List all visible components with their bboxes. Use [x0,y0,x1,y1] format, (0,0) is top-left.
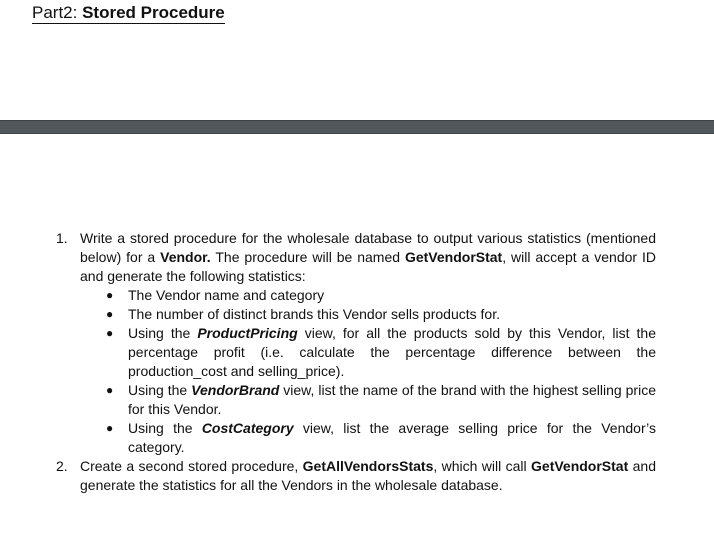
procedure-name: GetVendorStat [404,249,503,265]
bullet-icon: ● [106,421,114,435]
bullet-icon: ● [106,288,114,302]
statistic-text: Using the [128,420,202,436]
statistic-text: The Vendor name and category [128,287,325,303]
procedure-name: GetAllVendorsStats [302,458,434,474]
statistic-item [80,324,656,381]
view-name: ProductPricing [197,325,298,341]
task-list [56,229,656,495]
section-heading [32,3,225,24]
statistic-text: The number of distinct brands this Vendor sells products for. [128,306,500,322]
heading-prefix: Part2: [32,3,83,22]
page-divider [0,120,714,134]
statistic-text: Using the [128,382,192,398]
assignment-content [56,229,656,495]
procedure-name: GetVendorStat [531,458,629,474]
statistic-text: Using the [128,325,198,341]
view-name: VendorBrand [191,382,280,398]
task-text: , which will call [433,458,532,474]
statistic-text: view, list the average selling price for the Vendor’s category. [128,420,656,455]
task-text: The procedure will be named [210,249,405,265]
statistic-text: view, for all the products sold by this Vendor, list the percentage profit (i.e. calculate the percentage difference between the production_cost and selling_price). [128,325,656,379]
heading-title: Stored Procedure [82,3,225,22]
task-number: 1. [56,230,68,246]
task-text: , will accept a vendor ID and generate the following statistics: [80,249,656,284]
task-description [80,457,656,495]
view-name: CostCategory [201,420,294,436]
task-description [80,229,656,286]
task-item-1 [56,229,656,457]
bullet-icon: ● [106,326,114,340]
statistic-item [80,305,656,324]
bullet-icon: ● [106,383,114,397]
entity-name: Vendor. [160,249,211,265]
task-text: Create a second stored procedure, [80,458,303,474]
statistic-item [80,419,656,457]
statistic-item [80,286,656,305]
statistic-item [80,381,656,419]
statistics-list [80,286,656,457]
statistic-text: view, list the name of the brand with the highest selling price for this Vendor. [128,382,656,417]
bullet-icon: ● [106,307,114,321]
task-number: 2. [56,458,68,474]
task-text: Write a stored procedure for the wholesale database to output various statistics (mentioned below) for a [80,230,656,265]
task-text: and generate the statistics for all the Vendors in the wholesale database. [80,458,656,493]
task-item-2 [56,457,656,495]
